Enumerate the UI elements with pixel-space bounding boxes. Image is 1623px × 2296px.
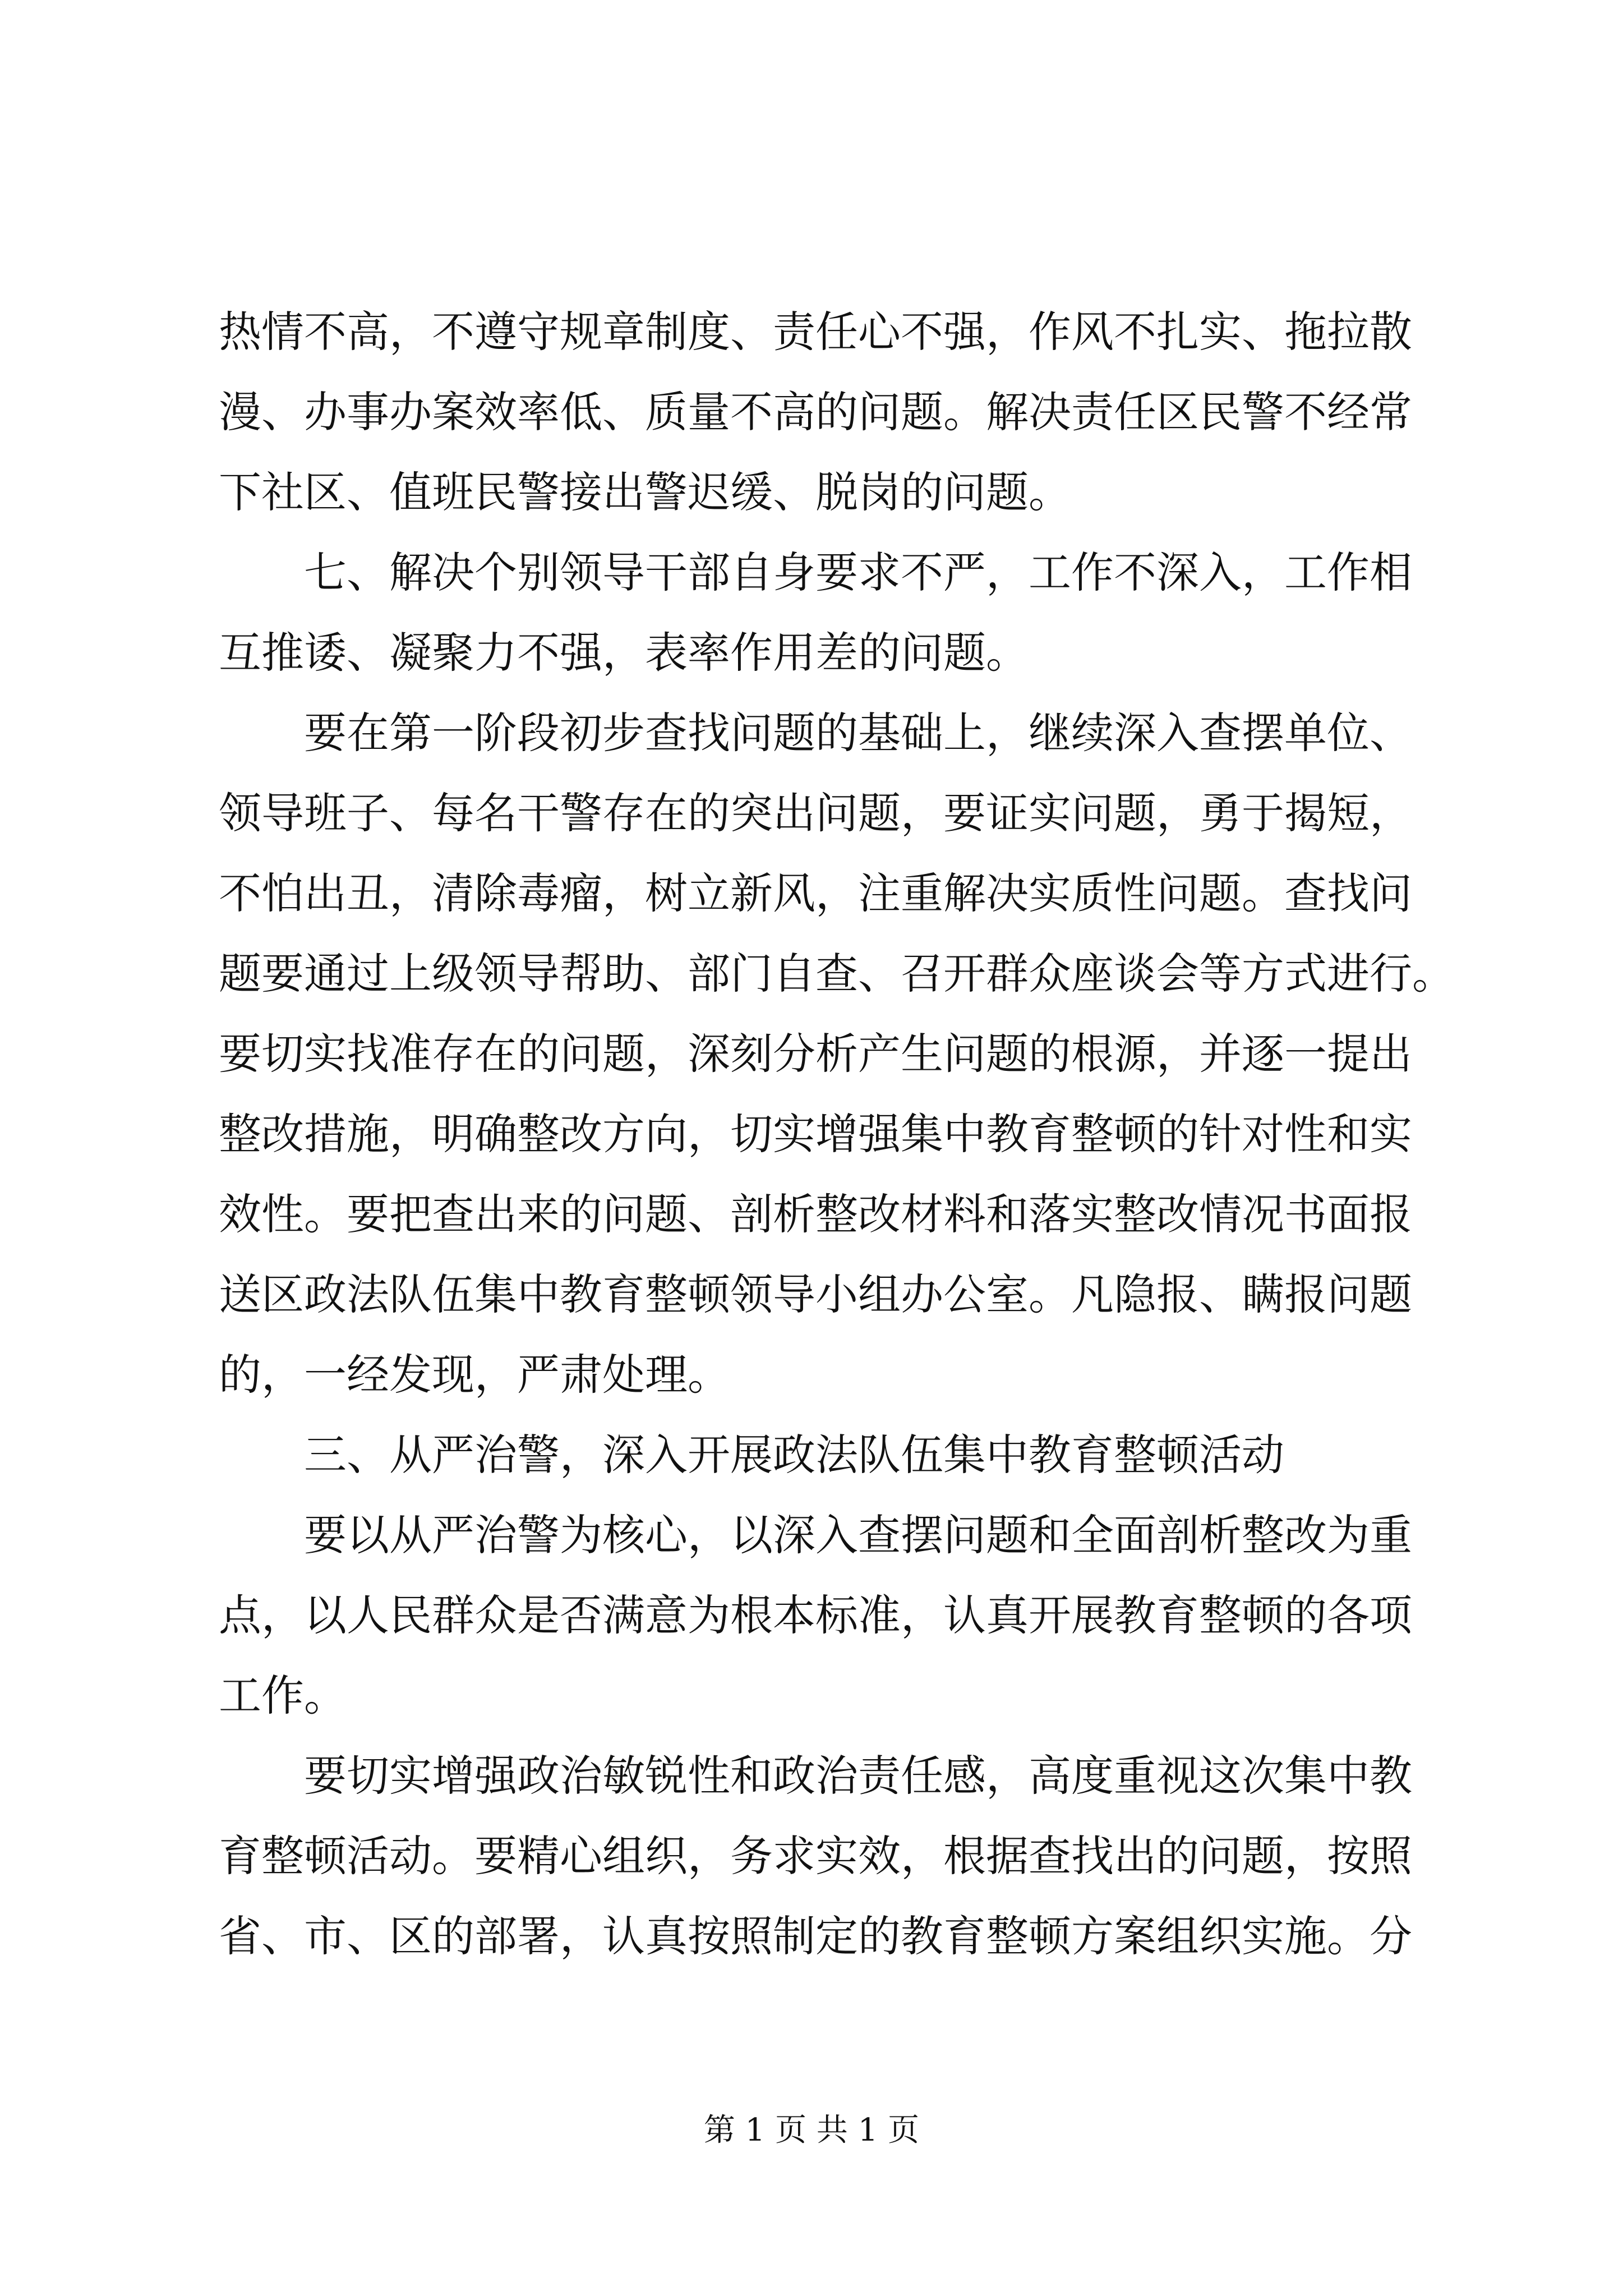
text-line-19: 要切实增强政治敏锐性和政治责任感，高度重视这次集中教 — [219, 1751, 1412, 1801]
page-number: 第 1 页 共 1 页 — [703, 2112, 920, 2148]
text-line-4: 七、解决个别领导干部自身要求不严，工作不深入，工作相 — [219, 547, 1412, 597]
text-line-7: 领导班子、每名干警存在的突出问题，要证实问题，勇于揭短， — [219, 788, 1412, 838]
text-line-16: 要以从严治警为核心，以深入查摆问题和全面剖析整改为重 — [219, 1510, 1412, 1560]
text-line-13: 送区政法队伍集中教育整顿领导小组办公室。凡隐报、瞒报问题 — [219, 1269, 1412, 1319]
text-line-10: 要切实找准存在的问题，深刻分析产生问题的根源，并逐一提出 — [219, 1029, 1412, 1079]
text-line-5: 互推诿、凝聚力不强，表率作用差的问题。 — [219, 628, 1029, 678]
document-body — [219, 292, 1455, 1976]
text-line-3: 下社区、值班民警接出警迟缓、脱岗的问题。 — [219, 467, 1071, 517]
text-line-20: 育整顿活动。要精心组织，务求实效，根据查找出的问题，按照 — [219, 1831, 1412, 1881]
text-line-8: 不怕出丑，清除毒瘤，树立新风，注重解决实质性问题。查找问 — [219, 868, 1412, 918]
text-line-9: 题要通过上级领导帮助、部门自查、召开群众座谈会等方式进行。 — [219, 949, 1455, 999]
text-line-18: 工作。 — [219, 1671, 347, 1720]
text-line-17: 点，以人民群众是否满意为根本标准，认真开展教育整顿的各项 — [219, 1590, 1412, 1640]
text-line-6: 要在第一阶段初步查找问题的基础上，继续深入查摆单位、 — [219, 708, 1412, 758]
text-line-15: 三、从严治警，深入开展政法队伍集中教育整顿活动 — [219, 1430, 1284, 1480]
text-line-21: 省、市、区的部署，认真按照制定的教育整顿方案组织实施。分 — [219, 1911, 1412, 1961]
page-footer — [0, 2108, 1623, 2153]
text-line-1: 热情不高，不遵守规章制度、责任心不强，作风不扎实、拖拉散 — [219, 307, 1412, 357]
text-line-14: 的，一经发现，严肃处理。 — [219, 1350, 730, 1400]
text-line-2: 漫、办事办案效率低、质量不高的问题。解决责任区民警不经常 — [219, 387, 1412, 437]
text-line-11: 整改措施，明确整改方向，切实增强集中教育整顿的针对性和实 — [219, 1109, 1412, 1159]
text-line-12: 效性。要把查出来的问题、剖析整改材料和落实整改情况书面报 — [219, 1189, 1412, 1239]
